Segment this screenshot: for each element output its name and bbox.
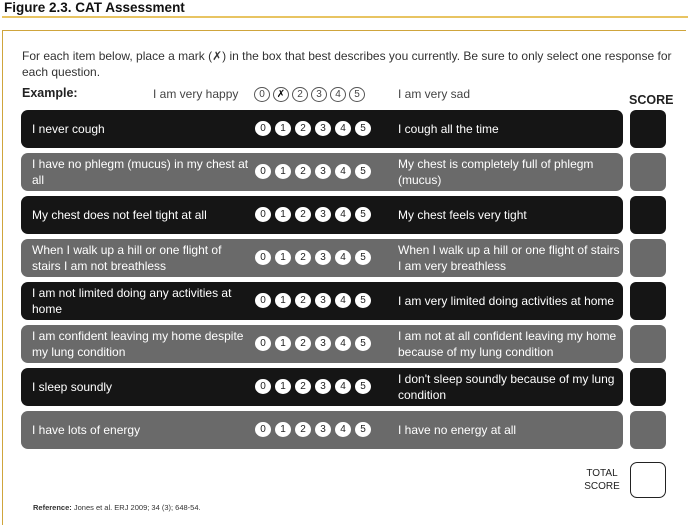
item-row-energy (21, 411, 623, 449)
option-1[interactable]: 1 (275, 379, 291, 394)
example-option-0: 0 (254, 87, 270, 102)
item-right-text: I don't sleep soundly because of my lung condition (398, 372, 615, 402)
score-box-cough[interactable] (630, 110, 666, 148)
reference-label: Reference: (33, 503, 72, 512)
item-row-cough (21, 110, 623, 148)
item-left-text: When I walk up a hill or one flight of stairs I am not breathless (32, 243, 222, 273)
response-scale (255, 422, 371, 437)
item-row-phlegm (21, 153, 623, 191)
option-3[interactable]: 3 (315, 250, 331, 265)
option-4[interactable]: 4 (335, 379, 351, 394)
option-2[interactable]: 2 (295, 379, 311, 394)
option-1[interactable]: 1 (275, 207, 291, 222)
option-4[interactable]: 4 (335, 121, 351, 136)
total-label-line2: SCORE (584, 481, 620, 492)
option-4[interactable]: 4 (335, 336, 351, 351)
option-3[interactable]: 3 (315, 422, 331, 437)
response-scale (255, 293, 371, 308)
instructions-before: For each item below, place a mark ( (22, 49, 213, 63)
total-label-line1: TOTAL (586, 468, 618, 479)
option-5[interactable]: 5 (355, 379, 371, 394)
option-4[interactable]: 4 (335, 293, 351, 308)
option-0[interactable]: 0 (255, 250, 271, 265)
total-score-label (582, 467, 622, 493)
item-right-text: My chest is completely full of phlegm (mucus) (398, 157, 594, 187)
option-3[interactable]: 3 (315, 379, 331, 394)
item-left-text: My chest does not feel tight at all (32, 208, 207, 222)
example-option-marked: ✗ (273, 87, 289, 102)
option-0[interactable]: 0 (255, 121, 271, 136)
option-3[interactable]: 3 (315, 164, 331, 179)
item-right-text: I am not at all confident leaving my home because of my lung condition (398, 329, 617, 359)
example-option-4: 4 (330, 87, 346, 102)
option-0[interactable]: 0 (255, 207, 271, 222)
score-box-chest-tight[interactable] (630, 196, 666, 234)
item-row-activities (21, 282, 623, 320)
item-left-text: I never cough (32, 122, 105, 136)
response-scale (255, 164, 371, 179)
response-scale (255, 207, 371, 222)
option-0[interactable]: 0 (255, 336, 271, 351)
instructions-after: ) in the box that best describes you currently. Be sure to only select one response for each question. (22, 49, 672, 79)
score-box-breathless[interactable] (630, 239, 666, 277)
score-header: SCORE (629, 93, 674, 107)
item-left-text: I have no phlegm (mucus) in my chest at all (32, 157, 249, 187)
item-left-text: I sleep soundly (32, 380, 113, 394)
response-scale (255, 336, 371, 351)
option-2[interactable]: 2 (295, 293, 311, 308)
option-4[interactable]: 4 (335, 207, 351, 222)
option-4[interactable]: 4 (335, 250, 351, 265)
option-2[interactable]: 2 (295, 250, 311, 265)
figure-title: Figure 2.3. CAT Assessment (2, 0, 688, 18)
example-option-3: 3 (311, 87, 327, 102)
item-row-chest-tight (21, 196, 623, 234)
item-row-sleep (21, 368, 623, 406)
option-1[interactable]: 1 (275, 336, 291, 351)
option-2[interactable]: 2 (295, 422, 311, 437)
option-3[interactable]: 3 (315, 336, 331, 351)
response-scale (255, 379, 371, 394)
option-2[interactable]: 2 (295, 121, 311, 136)
item-row-confidence (21, 325, 623, 363)
option-0[interactable]: 0 (255, 164, 271, 179)
item-right-text: My chest feels very tight (398, 208, 527, 222)
option-5[interactable]: 5 (355, 207, 371, 222)
option-3[interactable]: 3 (315, 207, 331, 222)
option-1[interactable]: 1 (275, 293, 291, 308)
reference-note (33, 503, 201, 512)
mark-symbol: ✗ (212, 49, 223, 63)
score-box-sleep[interactable] (630, 368, 666, 406)
reference-text: Jones et al. ERJ 2009; 34 (3); 648-54. (71, 503, 201, 512)
response-scale (255, 250, 371, 265)
score-box-activities[interactable] (630, 282, 666, 320)
item-right-text: I am very limited doing activities at home (398, 294, 615, 308)
instructions (22, 48, 672, 80)
option-5[interactable]: 5 (355, 164, 371, 179)
option-5[interactable]: 5 (355, 250, 371, 265)
option-4[interactable]: 4 (335, 422, 351, 437)
example-scale (254, 87, 365, 102)
option-5[interactable]: 5 (355, 121, 371, 136)
score-box-phlegm[interactable] (630, 153, 666, 191)
item-row-breathless (21, 239, 623, 277)
option-4[interactable]: 4 (335, 164, 351, 179)
option-1[interactable]: 1 (275, 121, 291, 136)
total-score-box[interactable] (630, 462, 666, 498)
option-0[interactable]: 0 (255, 293, 271, 308)
item-left-text: I am not limited doing any activities at home (32, 286, 232, 316)
option-0[interactable]: 0 (255, 422, 271, 437)
option-2[interactable]: 2 (295, 336, 311, 351)
option-1[interactable]: 1 (275, 164, 291, 179)
option-5[interactable]: 5 (355, 336, 371, 351)
option-5[interactable]: 5 (355, 293, 371, 308)
example-label: Example: (22, 86, 78, 100)
response-scale (255, 121, 371, 136)
example-right-text: I am very sad (398, 87, 471, 101)
option-0[interactable]: 0 (255, 379, 271, 394)
item-right-text: When I walk up a hill or one flight of stairs I am very breathless (398, 243, 620, 273)
example-left-text: I am very happy (153, 87, 239, 101)
item-right-text: I cough all the time (398, 122, 499, 136)
example-option-5: 5 (349, 87, 365, 102)
option-3[interactable]: 3 (315, 293, 331, 308)
option-5[interactable]: 5 (355, 422, 371, 437)
item-left-text: I have lots of energy (32, 423, 141, 437)
example-option-2: 2 (292, 87, 308, 102)
item-right-text: I have no energy at all (398, 423, 517, 437)
option-1[interactable]: 1 (275, 250, 291, 265)
option-2[interactable]: 2 (295, 207, 311, 222)
option-2[interactable]: 2 (295, 164, 311, 179)
score-box-energy[interactable] (630, 411, 666, 449)
score-box-confidence[interactable] (630, 325, 666, 363)
item-left-text: I am confident leaving my home despite my lung condition (32, 329, 244, 359)
assessment-frame (2, 30, 686, 525)
option-1[interactable]: 1 (275, 422, 291, 437)
option-3[interactable]: 3 (315, 121, 331, 136)
